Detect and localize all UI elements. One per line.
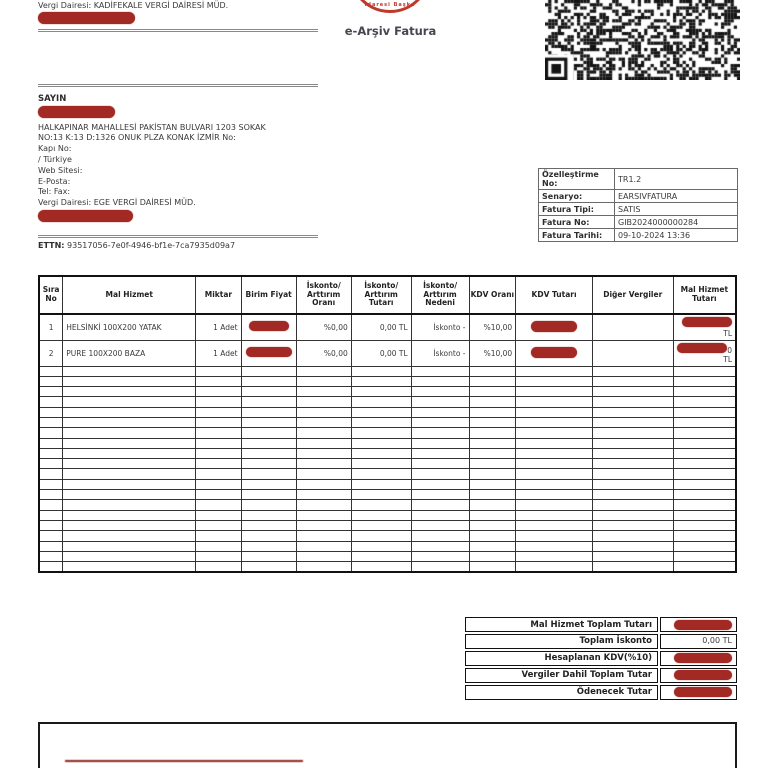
redaction-kdv-tutari [531,347,577,358]
tutar-suffix: TL [723,328,732,338]
col-header-kdv-tutari: KDV Tutarı [516,276,593,314]
info-label: Özelleştirme No: [539,169,615,190]
totals-row [465,617,737,632]
cell-iskonto-nedeni: İskonto - [411,314,469,340]
totals-block [465,617,737,702]
item-row-2 [39,340,736,366]
buyer-email-line: E-Posta: [38,176,71,186]
totals-label: Hesaplanan KDV(%10) [465,651,658,666]
info-row [539,229,738,242]
totals-label: Ödenecek Tutar [465,685,658,700]
cell-birim-fiyat [241,314,296,340]
items-table [38,275,737,573]
empty-row [39,551,736,561]
col-header-iskonto-tutari: İskonto/ Arttırım Tutarı [351,276,411,314]
empty-row [39,417,736,427]
empty-row [39,469,736,479]
empty-row [39,531,736,541]
col-header-birim-fiyat: Birim Fiyat [241,276,296,314]
col-header-iskonto-nedeni: İskonto/ Arttırım Nedeni [411,276,469,314]
redaction-buyer-taxno [38,210,133,222]
redaction-tutar [682,317,732,327]
redaction-total [674,653,732,663]
info-value: GIB2024000000284 [615,216,738,229]
totals-value [660,668,737,683]
qr-code [545,0,740,80]
tutar-partial: 0 [727,345,732,355]
buyer-block [38,94,338,226]
empty-row [39,459,736,469]
info-row [539,190,738,203]
cell-iskonto-nedeni: İskonto - [411,340,469,366]
info-label: Senaryo: [539,190,615,203]
cell-kdv-tutari [516,340,593,366]
empty-row [39,510,736,520]
info-value: SATIS [615,203,738,216]
empty-row [39,479,736,489]
buyer-door-line: Kapı No: [38,144,72,154]
info-row [539,216,738,229]
seller-tax-office: Vergi Dairesi: KADİFEKALE VERGİ DAİRESİ MÜD. [38,1,229,10]
totals-value [660,651,737,666]
info-label: Fatura No: [539,216,615,229]
col-header-diger-vergiler: Diğer Vergiler [592,276,673,314]
totals-label: Vergiler Dahil Toplam Tutar [465,668,658,683]
redaction-buyer-name [38,106,115,118]
info-row [539,169,738,190]
totals-value [660,685,737,700]
totals-value: 0,00 TL [660,634,737,649]
buyer-address-line2: NO:13 K:13 D:1326 ONUK PLZA KONAK İZMİR No: [38,133,236,143]
empty-row [39,520,736,530]
cell-kdv-tutari [516,314,593,340]
items-header-row [39,276,736,314]
cell-sira-no: 2 [39,340,63,366]
col-header-sira-no: Sıra No [39,276,63,314]
ettn-line [38,241,235,251]
cell-diger-vergiler [592,314,673,340]
gib-logo [349,0,431,13]
info-row [539,203,738,216]
buyer-tax-office: Vergi Dairesi: EGE VERGİ DAİRESİ MÜD. [38,198,196,208]
empty-row [39,397,736,407]
empty-rows [39,366,736,572]
cell-kdv-orani: %10,00 [469,340,516,366]
empty-row [39,387,736,397]
empty-row [39,366,736,376]
info-value: EARSIVFATURA [615,190,738,203]
cell-iskonto-orani: %0,00 [296,314,351,340]
buyer-web-line: Web Sitesi: [38,165,83,175]
redaction-tutar [677,343,727,353]
cell-miktar: 1 Adet [196,314,241,340]
earsiv-fatura-title: e-Arşiv Fatura [344,24,437,38]
col-header-miktar: Miktar [196,276,241,314]
empty-row [39,428,736,438]
buyer-tel-line: Tel: Fax: [38,187,71,197]
col-header-iskonto-orani: İskonto/ Arttırım Oranı [296,276,351,314]
item-row-1 [39,314,736,340]
empty-row [39,407,736,417]
buyer-country-line: / Türkiye [38,154,72,164]
info-label: Fatura Tarihi: [539,229,615,242]
totals-label: Mal Hizmet Toplam Tutarı [465,617,658,632]
empty-row [39,448,736,458]
col-header-mal-hizmet-tutari: Mal Hizmet Tutarı [673,276,736,314]
redaction-kdv-tutari [531,321,577,332]
tutar-suffix: TL [723,354,732,364]
cell-diger-vergiler [592,340,673,366]
invoice-info-table [538,168,738,242]
cell-mal-hizmet-tutari [673,340,736,366]
footer-note-box [38,722,737,768]
cell-miktar: 1 Adet [196,340,241,366]
divider-rule [38,235,318,238]
redaction-birim-fiyat [246,347,292,357]
totals-value [660,617,737,632]
redaction-footer-underline [65,760,303,762]
redaction-total [674,670,732,680]
totals-row [465,651,737,666]
empty-row [39,490,736,500]
totals-row [465,634,737,649]
empty-row [39,500,736,510]
redaction-total [674,687,732,697]
info-label: Fatura Tipi: [539,203,615,216]
buyer-heading: SAYIN [38,94,67,104]
empty-row [39,562,736,572]
col-header-mal-hizmet: Mal Hizmet [63,276,196,314]
divider-rule [38,29,318,32]
cell-iskonto-orani: %0,00 [296,340,351,366]
redaction-birim-fiyat [249,321,289,331]
ettn-label: ETTN: [38,241,65,250]
totals-label: Toplam İskonto [465,634,658,649]
empty-row [39,376,736,386]
cell-mal-hizmet: PURE 100X200 BAZA [63,340,196,366]
buyer-address-line1: HALKAPINAR MAHALLESİ PAKİSTAN BULVARI 1203 SOKAK [38,122,266,132]
totals-row [465,668,737,683]
totals-row [465,685,737,700]
cell-iskonto-tutari: 0,00 TL [351,340,411,366]
ettn-value: 93517056-7e0f-4946-bf1e-7ca7935d09a7 [67,241,236,250]
col-header-kdv-orani: KDV Oranı [469,276,516,314]
empty-row [39,541,736,551]
info-value: 09-10-2024 13:36 [615,229,738,242]
info-value: TR1.2 [615,169,738,190]
divider-rule [38,84,318,87]
cell-iskonto-tutari: 0,00 TL [351,314,411,340]
cell-mal-hizmet-tutari [673,314,736,340]
cell-mal-hizmet: HELSİNKİ 100X200 YATAK [63,314,196,340]
redaction-seller-name [38,12,135,24]
gib-logo-arc-text: İdaresi Başka [364,2,416,8]
empty-row [39,438,736,448]
cell-kdv-orani: %10,00 [469,314,516,340]
redaction-total [674,620,732,630]
cell-birim-fiyat [241,340,296,366]
cell-sira-no: 1 [39,314,63,340]
